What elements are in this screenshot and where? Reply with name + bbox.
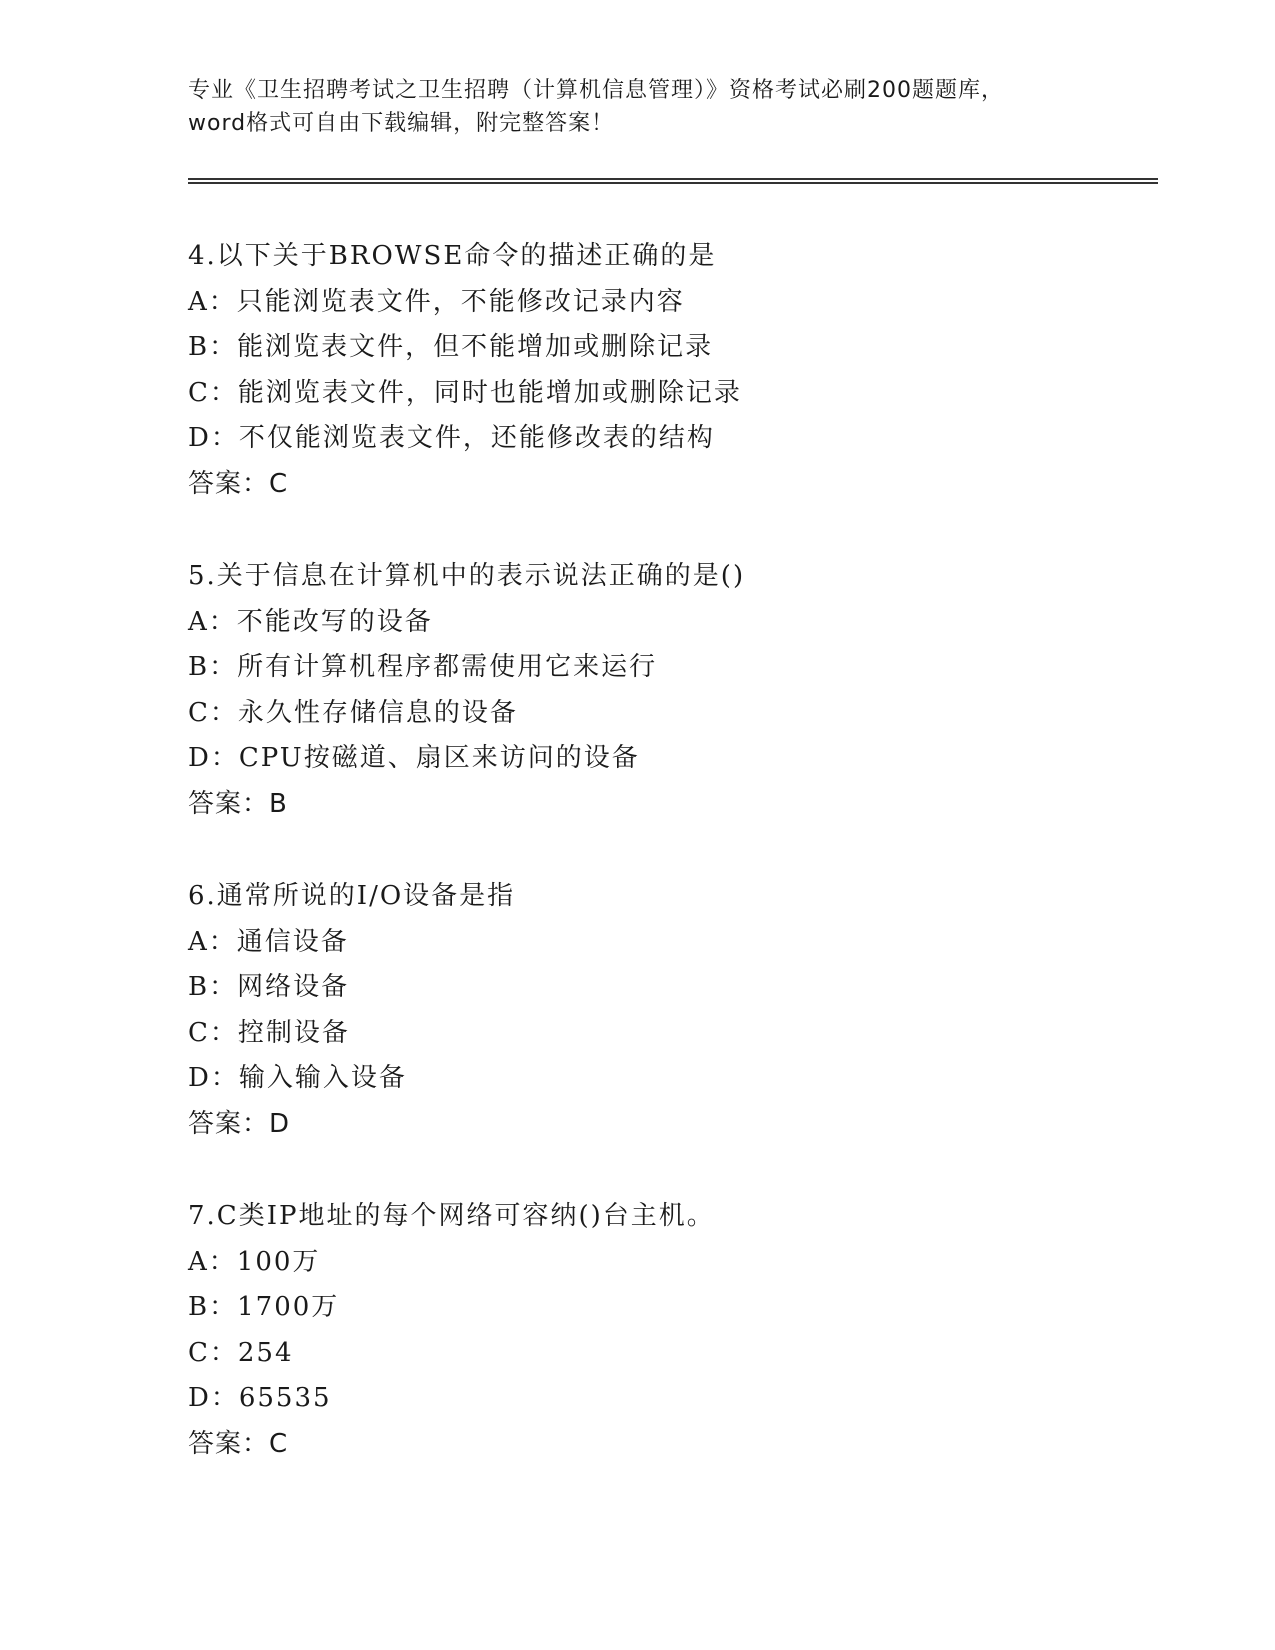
option-a: A：100万 [188,1246,321,1277]
question-5 [188,554,1088,874]
answer-label: 答案：C [188,468,289,499]
option-d: D：65535 [188,1383,332,1413]
header-title-line-1: 专业《卫生招聘考试之卫生招聘（计算机信息管理）》资格考试必刷200题题库， [188,78,1004,103]
option-c: C：永久性存储信息的设备 [188,697,518,728]
question-4 [188,234,1088,554]
option-d: D：不仅能浏览表文件，还能修改表的结构 [188,423,715,453]
question-stem: 7.C类IP地址的每个网络可容纳()台主机。 [188,1201,715,1231]
header-title-line-2: word格式可自由下载编辑，附完整答案！ [188,111,615,136]
question-list [188,234,1088,1514]
option-b: B：能浏览表文件，但不能增加或删除记录 [188,332,714,362]
answer-label: 答案：B [188,788,288,819]
option-b: B：1700万 [188,1292,340,1322]
option-b: B：网络设备 [188,972,350,1002]
question-stem: 4.以下关于BROWSE命令的描述正确的是 [188,241,717,271]
option-b: B：所有计算机程序都需使用它来运行 [188,652,658,682]
option-a: A：不能改写的设备 [188,606,433,637]
option-c: C：控制设备 [188,1017,350,1048]
question-6 [188,874,1088,1194]
question-stem: 6.通常所说的I/O设备是指 [188,881,516,911]
question-stem: 5.关于信息在计算机中的表示说法正确的是() [188,561,746,591]
header-divider [188,178,1158,184]
answer-label: 答案：D [188,1108,291,1139]
option-a: A：只能浏览表文件，不能修改记录内容 [188,286,685,317]
option-d: D：输入输入设备 [188,1063,407,1093]
option-c: C：254 [188,1337,294,1368]
option-d: D：CPU按磁道、扇区来访问的设备 [188,743,640,773]
answer-label: 答案：C [188,1428,289,1459]
document-header [188,74,1088,140]
option-c: C：能浏览表文件，同时也能增加或删除记录 [188,377,742,408]
question-7 [188,1194,1088,1514]
option-a: A：通信设备 [188,926,349,957]
